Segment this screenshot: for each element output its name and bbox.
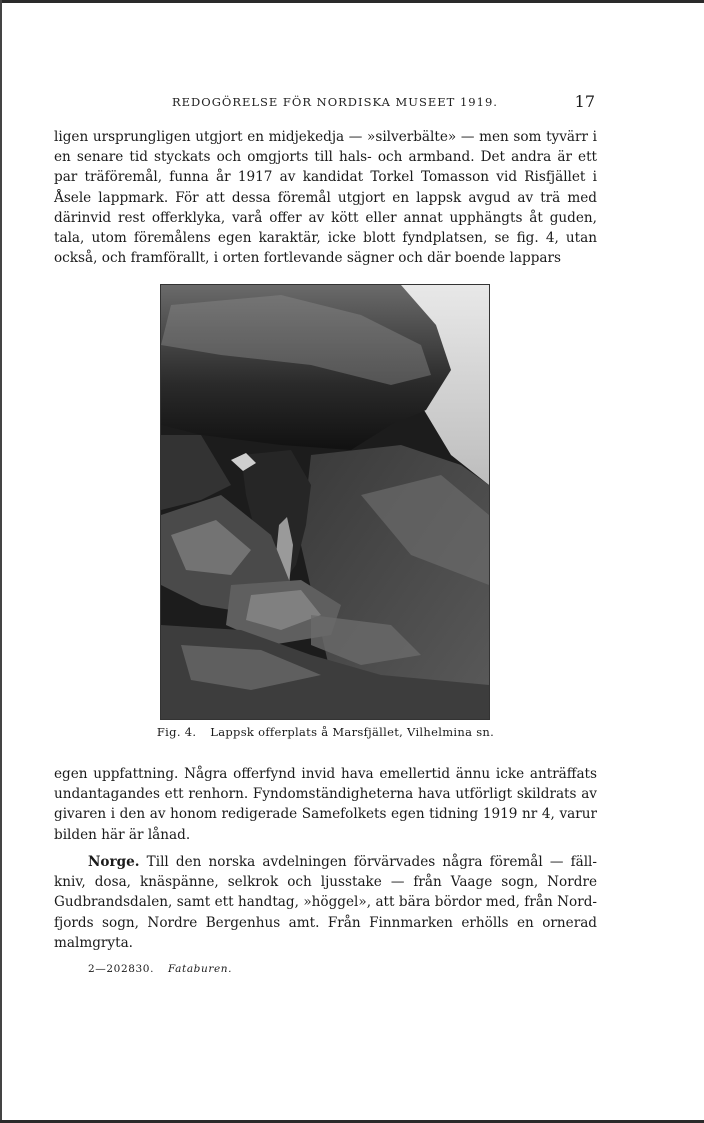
body-paragraph-1: ligen ursprungligen utgjort en midjekedja — »silverbälte» — men som tyvärr i en senare tid styckats och omgjorts till hals- och armband. Det andra är ett par träföremål, funna år 1917 av kandidat Torkel Tomasson vid Risfjället i Åsele lappmark. För att dessa föremål utgjort en lappsk avgud av trä med därinvid rest offerklyka, varå offer av kött eller annat upphängts åt guden, tala, utom föremålens egen karaktär, icke blott fyndplatsen, se fig. 4, utan också, och framförallt, i orten fortlevande sägner och där boende lappars bbox=[54, 129, 597, 267]
running-title: REDOGÖRELSE FÖR NORDISKA MUSEET 1919. bbox=[172, 95, 498, 109]
publication-name: Fataburen. bbox=[167, 963, 233, 975]
body-paragraph-2: egen uppfattning. Några offerfynd invid hava emellertid ännu icke anträffats undantagandes ett renhorn. Fyndomständigheterna hava utförligt skildrats av givaren i den av honom redigerade Samefolkets egen tidning 1919 nr 4, varur bilden här är lånad. bbox=[54, 766, 597, 843]
page-number: 17 bbox=[574, 92, 595, 111]
figure-caption bbox=[54, 725, 597, 739]
figure-photograph bbox=[160, 284, 490, 720]
section-lead-norge: Norge. bbox=[88, 854, 140, 870]
figure-label: Fig. 4. bbox=[156, 725, 197, 739]
figure-caption-text: Lappsk offerplats å Marsfjället, Vilhelmina sn. bbox=[210, 725, 495, 739]
page-header bbox=[54, 92, 597, 112]
offering-site-photo bbox=[161, 285, 489, 719]
scan-edge-left bbox=[0, 0, 2, 1123]
scan-edge-top bbox=[0, 0, 704, 3]
printer-signature: 2—202830. bbox=[88, 963, 155, 975]
body-paragraph-3 bbox=[54, 852, 597, 953]
page-footer bbox=[88, 963, 232, 975]
body-paragraph-3-text: Till den norska avdelningen förvärvades några föremål — fäll-kniv, dosa, knäspänne, selkrok och ljusstake — från Vaage sogn, Nordre Gudbrandsdalen, samt ett handtag, »höggel», att bära bördor med, från Nord-fjords sogn, Nordre Bergenhus amt. Från Finnmarken erhölls en ornerad malmgryta. bbox=[54, 854, 597, 951]
